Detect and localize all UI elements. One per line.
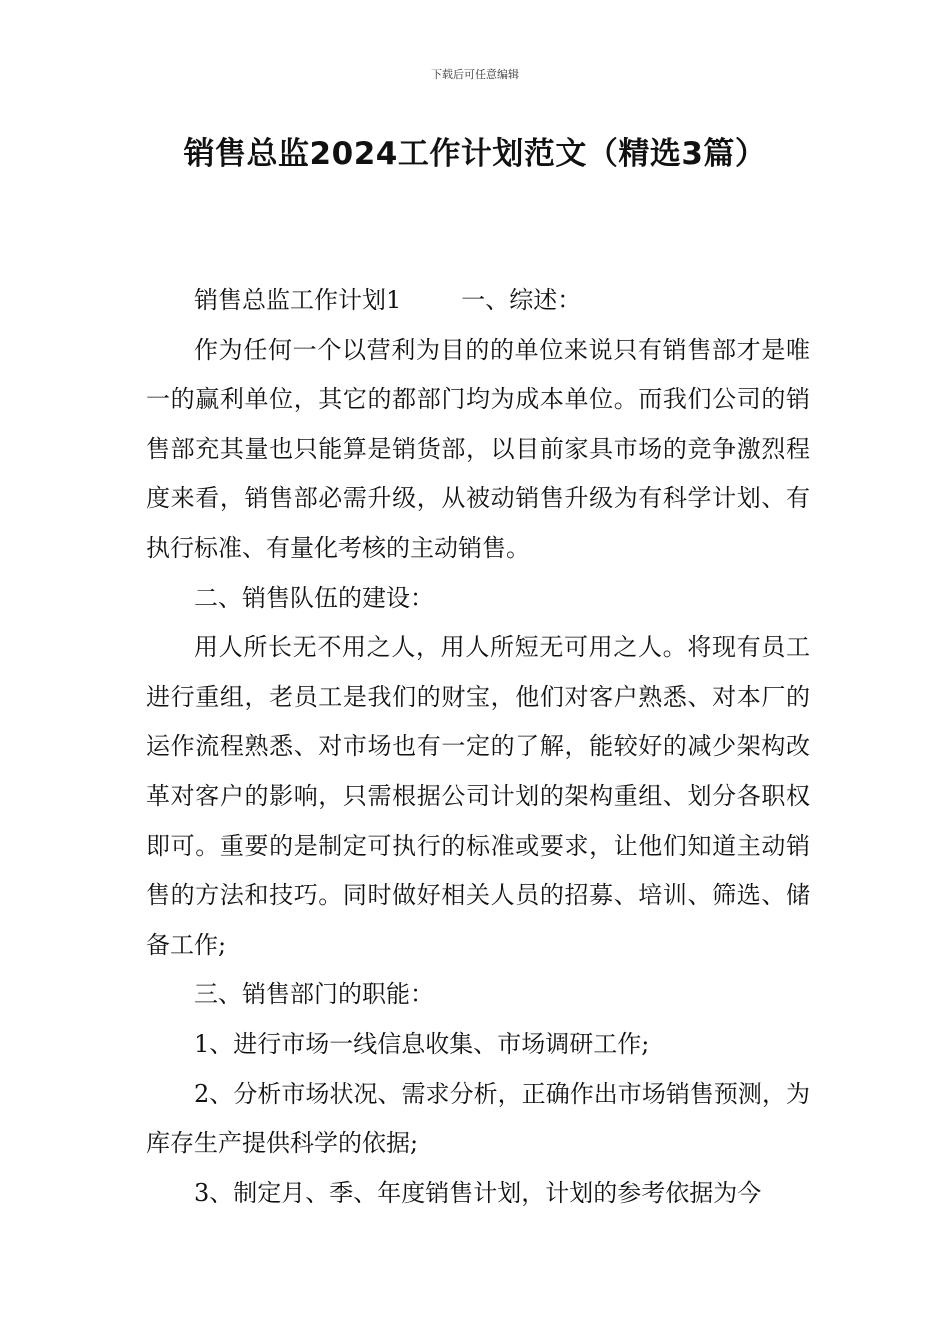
function-item-3: 3、制定月、季、年度销售计划，计划的参考依据为今 [194, 1178, 762, 1207]
section-heading-line [146, 276, 810, 326]
document-body [146, 276, 810, 1218]
heading-team-building: 二、销售队伍的建设： [194, 583, 434, 612]
function-item-1: 1、进行市场一线信息收集、市场调研工作; [194, 1029, 650, 1058]
header-note: 下载后可任意编辑 [431, 68, 519, 81]
paragraph-team-building: 用人所长无不用之人，用人所短无可用之人。将现有员工进行重组，老员工是我们的财宝，他们对客户熟悉、对本厂的运作流程熟悉、对市场也有一定的了解，能较好的减少架构改革对客户的影响，只需根据公司计划的架构重组、划分各职权即可。重要的是制定可执行的标准或要求，让他们知道主动销售的方法和技巧。同时做好相关人员的招募、培训、筛选、储备工作; [146, 633, 810, 959]
overview-heading: 一、综述： [461, 286, 582, 314]
heading-department-functions: 三、销售部门的职能： [194, 980, 434, 1009]
function-item-2: 2、分析市场状况、需求分析，正确作出市场销售预测，为库存生产提供科学的依据; [146, 1079, 810, 1158]
paragraph-overview: 作为任何一个以营利为目的的单位来说只有销售部才是唯一的赢利单位，其它的都部门均为成本单位。而我们公司的销售部充其量也只能算是销货部，以目前家具市场的竞争激烈程度来看，销售部必需升级，从被动销售升级为有科学计划、有执行标准、有量化考核的主动销售。 [146, 335, 810, 562]
document-title: 销售总监2024工作计划范文（精选3篇） [183, 136, 767, 172]
plan-heading: 销售总监工作计划1 [194, 286, 402, 314]
